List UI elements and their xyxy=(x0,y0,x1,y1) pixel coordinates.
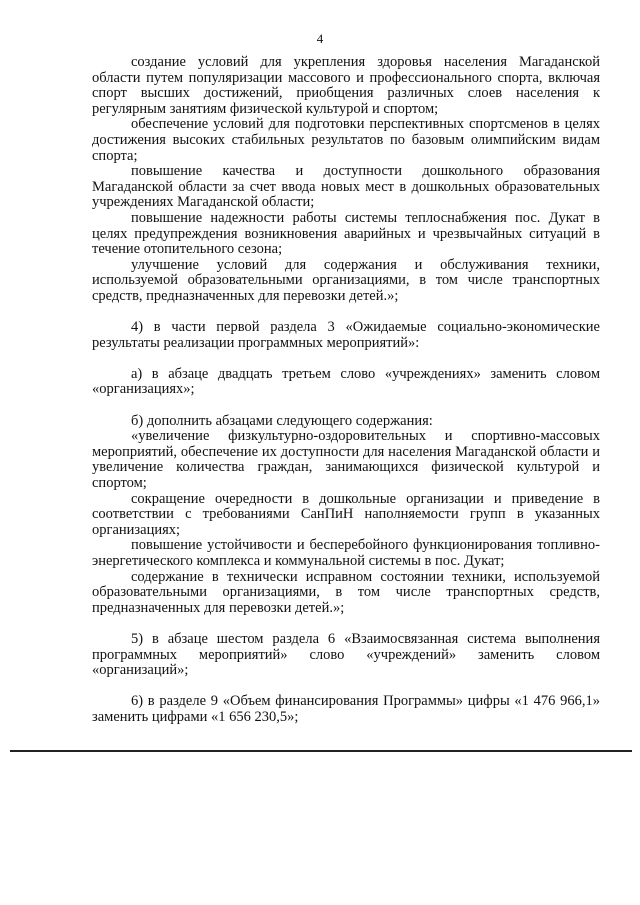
paragraph-health: создание условий для укрепления здоровья населения Магаданской области путем популяризации массового и профессионального спорта, включая спорт высших достижений, приобщения различных слоев населения к регулярным занятиям физической культурой и спортом; xyxy=(92,54,600,117)
footer-divider xyxy=(10,750,632,752)
paragraph-vehicle-maintenance: улучшение условий для содержания и обслуживания техники, используемой образовательными организациями, в том числе транспортных средств, предназначенных для перевозки детей.»; xyxy=(92,256,600,304)
paragraph-technical-condition: содержание в технически исправном состоянии техники, используемой образовательными организациями, в том числе транспортных средств, предназначенных для перевозки детей.»; xyxy=(92,568,600,616)
paragraph-item-6: 6) в разделе 9 «Объем финансирования Программы» цифры «1 476 966,1» заменить цифрами «1 656 230,5»; xyxy=(92,693,600,725)
paragraph-item-4: 4) в части первой раздела 3 «Ожидаемые социально-экономические результаты реализации программных мероприятий»: xyxy=(92,319,600,351)
paragraph-item-4b: б) дополнить абзацами следующего содержания: xyxy=(131,412,433,429)
paragraph-queue-reduction: сокращение очередности в дошкольные организации и приведение в соответствии с требованиями СанПиН наполняемости групп в указанных организациях; xyxy=(92,490,600,538)
paragraph-athletes: обеспечение условий для подготовки перспективных спортсменов в целях достижения высоких стабильных результатов по базовым олимпийским видам спорта; xyxy=(92,116,600,164)
document-body xyxy=(92,55,600,726)
paragraph-fuel-energy: повышение устойчивости и бесперебойного функционирования топливно-энергетического комплекса и коммунальной системы в пос. Дукат; xyxy=(92,537,600,569)
paragraph-heating-reliability: повышение надежности работы системы теплоснабжения пос. Дукат в целях предупреждения возникновения аварийных и чрезвычайных ситуаций в течение отопительного сезона; xyxy=(92,209,600,258)
page-number: 4 xyxy=(316,31,324,46)
paragraph-sports-events: «увеличение физкультурно-оздоровительных и спортивно-массовых мероприятий, обеспечение их доступности для населения Магаданской области и увеличение количества граждан, занимающихся физической культурой и спортом; xyxy=(92,428,600,492)
paragraph-item-4a: а) в абзаце двадцать третьем слово «учреждениях» заменить словом «организациях»; xyxy=(92,365,600,398)
paragraph-preschool-quality: повышение качества и доступности дошкольного образования Магаданской области за счет ввода новых мест в дошкольных образовательных учреждениях Магаданской области; xyxy=(92,163,600,211)
paragraph-item-5: 5) в абзаце шестом раздела 6 «Взаимосвязанная система выполнения программных мероприятий» слово «учреждений» заменить словом «организаций»; xyxy=(92,630,600,679)
